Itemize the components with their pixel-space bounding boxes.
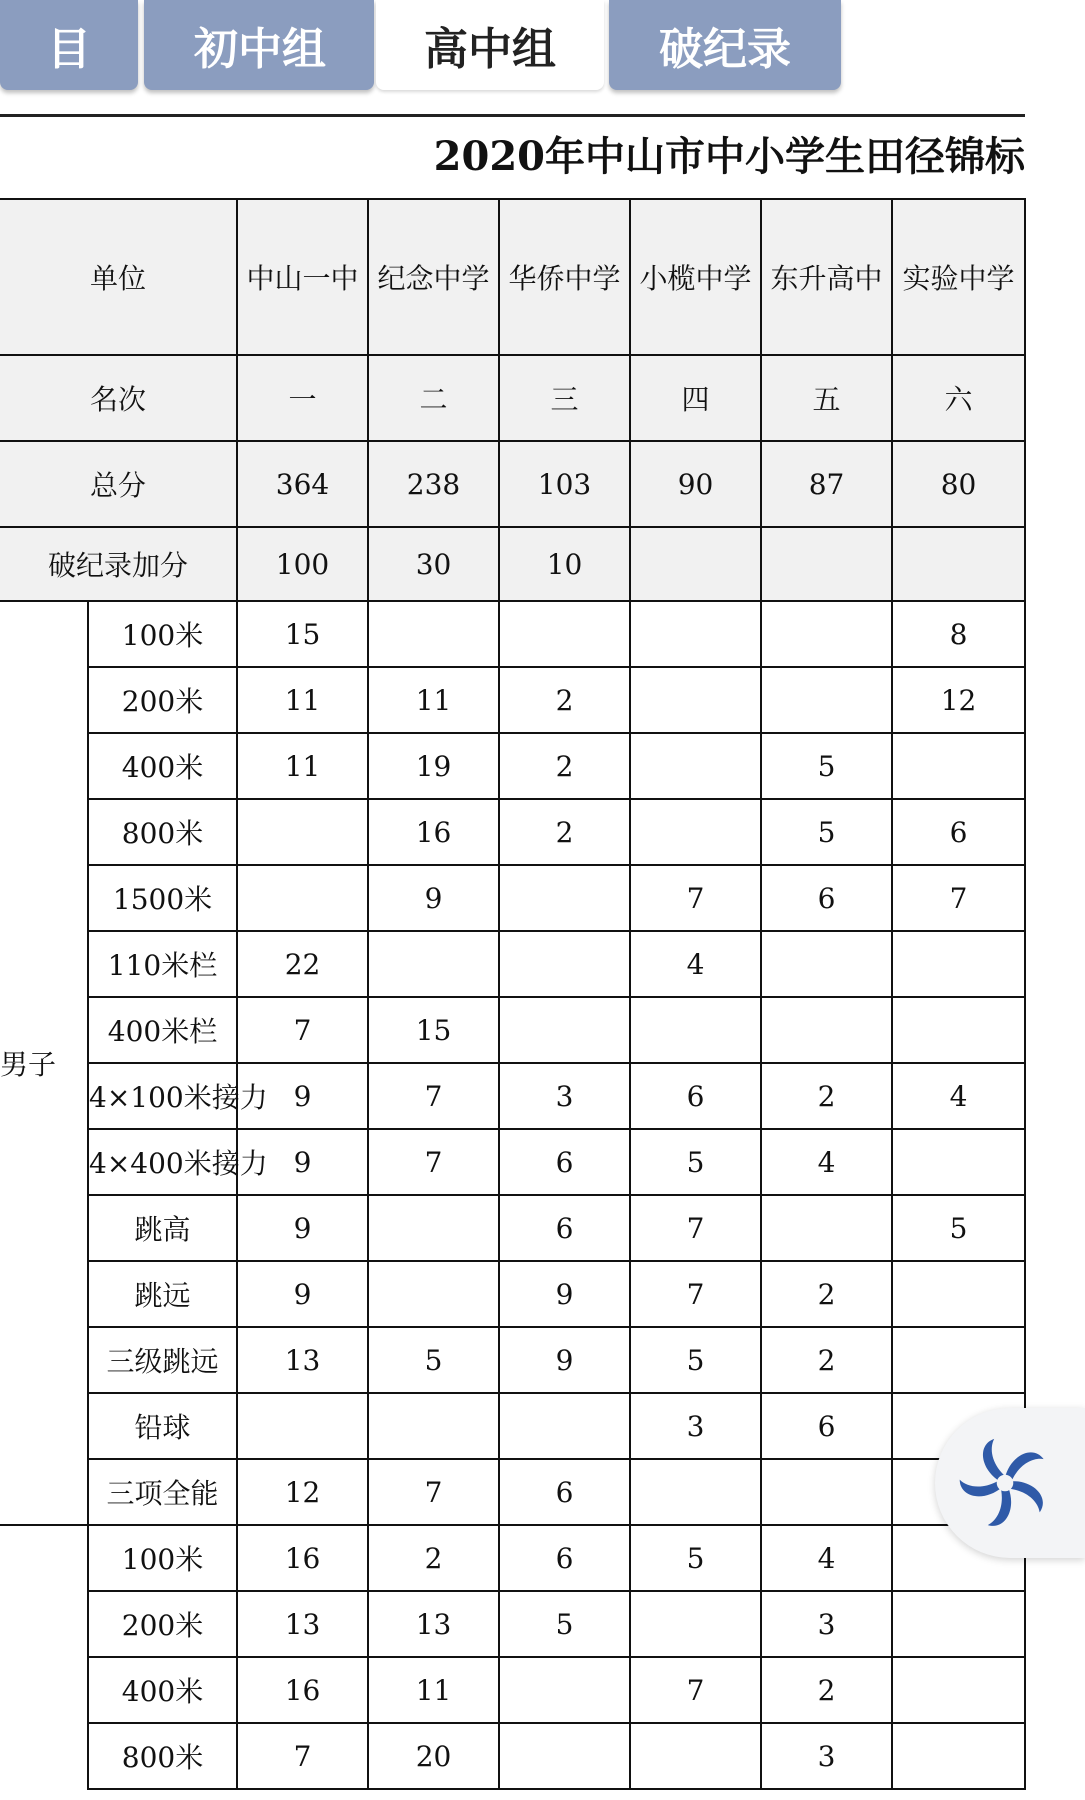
score-cell (499, 1657, 630, 1723)
score-cell (499, 601, 630, 667)
table-row (0, 667, 1025, 733)
school-cell: 华侨中学 (499, 199, 630, 355)
table-row (0, 733, 1025, 799)
score-cell: 4 (761, 1525, 892, 1591)
score-cell: 8 (892, 601, 1025, 667)
event-name: 800米 (88, 1723, 237, 1789)
score-cell: 2 (499, 667, 630, 733)
tab-records[interactable] (609, 0, 841, 90)
score-cell: 13 (237, 1327, 368, 1393)
score-cell: 5 (630, 1525, 761, 1591)
floating-assistant-button[interactable] (935, 1408, 1085, 1558)
score-cell: 2 (761, 1063, 892, 1129)
score-cell: 11 (237, 733, 368, 799)
score-cell: 7 (368, 1129, 499, 1195)
page-title: 2020年中山市中小学生田径锦标 (433, 133, 1025, 180)
table-row (0, 1657, 1025, 1723)
score-cell: 2 (761, 1657, 892, 1723)
school-cell: 小榄中学 (630, 199, 761, 355)
score-cell (761, 1459, 892, 1525)
score-cell: 4 (630, 931, 761, 997)
score-cell: 20 (368, 1723, 499, 1789)
score-cell: 16 (237, 1525, 368, 1591)
score-cell: 3 (630, 1393, 761, 1459)
score-cell: 4 (761, 1129, 892, 1195)
score-cell: 19 (368, 733, 499, 799)
score-cell: 5 (368, 1327, 499, 1393)
total-score-cell: 87 (761, 441, 892, 527)
score-cell (630, 601, 761, 667)
score-cell: 7 (237, 997, 368, 1063)
tab-senior-high[interactable] (376, 0, 604, 90)
record-bonus-cell: 100 (237, 527, 368, 601)
row-label: 总分 (0, 441, 237, 527)
header-row (0, 355, 1025, 441)
score-cell: 5 (761, 733, 892, 799)
score-cell (630, 733, 761, 799)
score-cell: 7 (237, 1723, 368, 1789)
score-cell: 2 (761, 1261, 892, 1327)
row-label: 单位 (0, 199, 237, 355)
tab-records-label: 破纪录 (659, 24, 791, 75)
score-cell: 7 (630, 1195, 761, 1261)
score-cell: 9 (499, 1327, 630, 1393)
score-cell: 7 (630, 1657, 761, 1723)
table-row (0, 1063, 1025, 1129)
tab-bar (0, 0, 1080, 100)
event-name: 4×400米接力 (88, 1129, 237, 1195)
score-cell: 11 (237, 667, 368, 733)
score-cell: 6 (892, 799, 1025, 865)
score-cell (630, 1459, 761, 1525)
score-cell (892, 1261, 1025, 1327)
gender-label (0, 1525, 88, 1789)
score-cell: 5 (499, 1591, 630, 1657)
event-name: 200米 (88, 667, 237, 733)
table-row (0, 1129, 1025, 1195)
results-table (0, 198, 1026, 1790)
tab-senior-high-label: 高中组 (424, 24, 556, 75)
score-cell (761, 601, 892, 667)
score-cell: 12 (892, 667, 1025, 733)
score-cell: 4 (892, 1063, 1025, 1129)
event-name: 4×100米接力 (88, 1063, 237, 1129)
score-cell (368, 601, 499, 667)
divider (0, 114, 1025, 117)
score-cell: 11 (368, 667, 499, 733)
score-cell: 9 (237, 1261, 368, 1327)
score-cell (892, 1327, 1025, 1393)
score-cell (237, 1393, 368, 1459)
table-row (0, 601, 1025, 667)
score-cell (892, 733, 1025, 799)
score-cell (892, 1129, 1025, 1195)
score-cell (630, 997, 761, 1063)
score-cell: 2 (499, 799, 630, 865)
event-name: 400米 (88, 733, 237, 799)
score-cell: 3 (761, 1723, 892, 1789)
event-name: 800米 (88, 799, 237, 865)
score-cell: 16 (237, 1657, 368, 1723)
score-cell: 9 (237, 1195, 368, 1261)
score-cell: 6 (499, 1129, 630, 1195)
table-row (0, 865, 1025, 931)
record-bonus-cell: 10 (499, 527, 630, 601)
school-cell: 纪念中学 (368, 199, 499, 355)
score-cell: 13 (237, 1591, 368, 1657)
score-cell: 3 (761, 1591, 892, 1657)
school-cell: 东升高中 (761, 199, 892, 355)
gender-label: 男子 (0, 601, 88, 1525)
score-cell: 7 (892, 865, 1025, 931)
score-cell: 16 (368, 799, 499, 865)
score-cell (892, 997, 1025, 1063)
score-cell: 5 (630, 1129, 761, 1195)
score-cell: 9 (499, 1261, 630, 1327)
score-cell: 15 (237, 601, 368, 667)
table-row (0, 1327, 1025, 1393)
record-bonus-cell (761, 527, 892, 601)
score-cell (630, 1591, 761, 1657)
score-cell: 7 (368, 1063, 499, 1129)
table-row (0, 931, 1025, 997)
total-score-cell: 364 (237, 441, 368, 527)
score-cell (892, 1723, 1025, 1789)
score-cell (368, 1261, 499, 1327)
row-label: 名次 (0, 355, 237, 441)
record-bonus-cell: 30 (368, 527, 499, 601)
rank-cell: 三 (499, 355, 630, 441)
score-cell: 11 (368, 1657, 499, 1723)
table-row (0, 1591, 1025, 1657)
table-row (0, 1723, 1025, 1789)
table-row (0, 1195, 1025, 1261)
score-cell: 2 (761, 1327, 892, 1393)
tab-junior-high-label: 初中组 (194, 24, 326, 75)
score-cell (761, 997, 892, 1063)
score-cell: 6 (761, 865, 892, 931)
header-row (0, 199, 1025, 355)
score-cell: 7 (630, 865, 761, 931)
rank-cell: 二 (368, 355, 499, 441)
table-row (0, 1261, 1025, 1327)
total-score-cell: 103 (499, 441, 630, 527)
rank-cell: 四 (630, 355, 761, 441)
table-row (0, 1393, 1025, 1459)
table-row (0, 1525, 1025, 1591)
school-cell: 实验中学 (892, 199, 1025, 355)
total-score-cell: 90 (630, 441, 761, 527)
total-score-cell: 80 (892, 441, 1025, 527)
table-row (0, 1459, 1025, 1525)
school-cell: 中山一中 (237, 199, 368, 355)
score-cell: 9 (237, 1129, 368, 1195)
event-name: 跳远 (88, 1261, 237, 1327)
score-cell: 9 (368, 865, 499, 931)
event-name: 铅球 (88, 1393, 237, 1459)
score-cell (499, 865, 630, 931)
tab-overview-label: 目 (47, 24, 91, 75)
score-cell: 12 (237, 1459, 368, 1525)
event-name: 三级跳远 (88, 1327, 237, 1393)
score-cell (761, 931, 892, 997)
score-cell (761, 667, 892, 733)
score-cell: 13 (368, 1591, 499, 1657)
event-name: 三项全能 (88, 1459, 237, 1525)
score-cell: 5 (761, 799, 892, 865)
score-cell (630, 799, 761, 865)
score-cell: 2 (368, 1525, 499, 1591)
record-bonus-cell (630, 527, 761, 601)
score-cell: 5 (630, 1327, 761, 1393)
header-row (0, 527, 1025, 601)
score-cell: 9 (237, 1063, 368, 1129)
event-name: 100米 (88, 601, 237, 667)
event-name: 110米栏 (88, 931, 237, 997)
score-cell (630, 667, 761, 733)
rank-cell: 一 (237, 355, 368, 441)
score-cell (368, 931, 499, 997)
total-score-cell: 238 (368, 441, 499, 527)
score-cell: 6 (499, 1195, 630, 1261)
score-cell (892, 1657, 1025, 1723)
score-cell (630, 1723, 761, 1789)
header-row (0, 441, 1025, 527)
tab-junior-high[interactable] (144, 0, 374, 90)
score-cell (499, 1723, 630, 1789)
rank-cell: 六 (892, 355, 1025, 441)
event-name: 400米栏 (88, 997, 237, 1063)
score-cell (499, 997, 630, 1063)
pinwheel-icon (959, 1437, 1051, 1529)
rank-cell: 五 (761, 355, 892, 441)
score-cell: 6 (630, 1063, 761, 1129)
score-cell: 3 (499, 1063, 630, 1129)
score-cell: 2 (499, 733, 630, 799)
score-cell: 22 (237, 931, 368, 997)
score-cell (761, 1195, 892, 1261)
score-cell: 6 (499, 1525, 630, 1591)
event-name: 200米 (88, 1591, 237, 1657)
score-cell (499, 931, 630, 997)
row-label: 破纪录加分 (0, 527, 237, 601)
event-name: 1500米 (88, 865, 237, 931)
table-row (0, 997, 1025, 1063)
event-name: 100米 (88, 1525, 237, 1591)
tab-overview[interactable] (0, 0, 138, 90)
event-name: 跳高 (88, 1195, 237, 1261)
score-cell: 6 (499, 1459, 630, 1525)
score-cell (499, 1393, 630, 1459)
event-name: 400米 (88, 1657, 237, 1723)
score-cell (892, 931, 1025, 997)
table-row (0, 799, 1025, 865)
record-bonus-cell (892, 527, 1025, 601)
score-cell: 7 (368, 1459, 499, 1525)
score-cell (237, 865, 368, 931)
score-cell: 5 (892, 1195, 1025, 1261)
score-cell (892, 1591, 1025, 1657)
score-cell (237, 799, 368, 865)
score-cell (368, 1393, 499, 1459)
score-cell: 15 (368, 997, 499, 1063)
score-cell: 6 (761, 1393, 892, 1459)
score-cell (368, 1195, 499, 1261)
score-cell: 7 (630, 1261, 761, 1327)
